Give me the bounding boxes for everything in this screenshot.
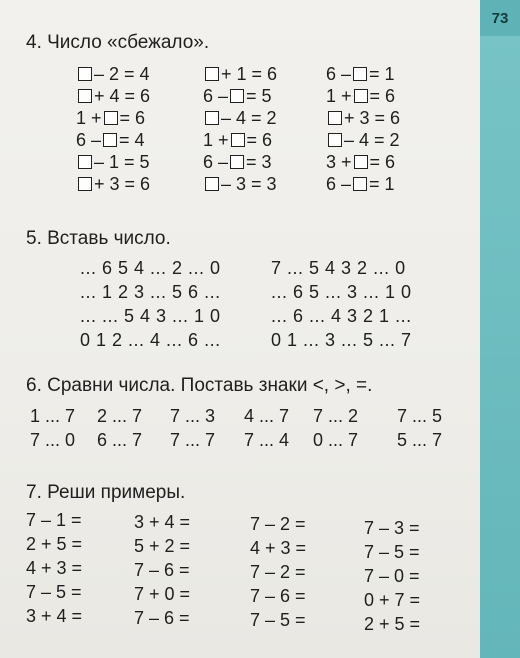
number-sequence: ... 1 2 3 ... 5 6 ...	[80, 282, 221, 302]
comparison-item: 6 ... 7	[97, 430, 143, 450]
arithmetic-example: 4 + 3 =	[250, 538, 307, 558]
equation-right-part: – 4 = 2	[344, 130, 400, 151]
answer-box[interactable]	[353, 177, 367, 191]
number-sequence: ... 6 5 4 ... 2 ... 0	[80, 258, 221, 278]
equation-right-part: = 6	[369, 152, 396, 173]
arithmetic-example: 3 + 4 =	[134, 512, 191, 532]
missing-number-equation	[203, 84, 272, 106]
number-sequence: ... 6 5 ... 3 ... 1 0	[271, 282, 412, 302]
equation-left-part: 6 –	[203, 86, 229, 107]
equation-right-part: + 3 = 6	[344, 108, 401, 129]
answer-box[interactable]	[104, 111, 118, 125]
answer-box[interactable]	[328, 111, 342, 125]
equation-left-part: 6 –	[76, 130, 102, 151]
missing-number-equation	[326, 62, 395, 84]
task5-title: 5. Вставь число.	[26, 228, 171, 249]
equation-left-part: 1 +	[203, 130, 229, 151]
comparison-item: 0 ... 7	[313, 430, 359, 450]
answer-box[interactable]	[353, 67, 367, 81]
missing-number-equation	[203, 150, 272, 172]
equation-right-part: = 6	[119, 108, 146, 129]
missing-number-equation	[76, 172, 150, 194]
equation-left-part: 6 –	[203, 152, 229, 173]
equation-right-part: = 1	[369, 174, 395, 195]
answer-box[interactable]	[78, 177, 92, 191]
comparison-item: 7 ... 0	[30, 430, 76, 450]
answer-box[interactable]	[205, 111, 219, 125]
equation-left-part: 1 +	[76, 108, 102, 129]
equation-left-part: 1 +	[326, 86, 352, 107]
equation-left-part: 6 –	[326, 174, 352, 195]
missing-number-equation	[76, 62, 150, 84]
answer-box[interactable]	[231, 133, 245, 147]
arithmetic-example: 3 + 4 =	[26, 606, 83, 626]
comparison-item: 1 ... 7	[30, 406, 76, 426]
missing-number-equation	[203, 106, 277, 128]
comparison-item: 7 ... 2	[313, 406, 359, 426]
missing-number-equation	[326, 150, 395, 172]
equation-right-part: + 3 = 6	[94, 174, 151, 195]
page-side-strip	[480, 0, 520, 658]
answer-box[interactable]	[230, 155, 244, 169]
missing-number-equation	[76, 150, 150, 172]
missing-number-equation	[203, 62, 277, 84]
missing-number-equation	[76, 84, 150, 106]
arithmetic-example: 5 + 2 =	[134, 536, 191, 556]
equation-right-part: = 3	[246, 152, 272, 173]
task6-title: 6. Сравни числа. Поставь знаки <, >, =.	[26, 375, 373, 396]
comparison-item: 4 ... 7	[244, 406, 290, 426]
answer-box[interactable]	[328, 133, 342, 147]
arithmetic-example: 7 + 0 =	[134, 584, 191, 604]
arithmetic-example: 7 – 5 =	[26, 582, 82, 602]
equation-right-part: = 1	[369, 64, 395, 85]
arithmetic-example: 2 + 5 =	[26, 534, 83, 554]
arithmetic-example: 7 – 1 =	[26, 510, 82, 530]
equation-right-part: – 4 = 2	[221, 108, 277, 129]
number-sequence: 0 1 ... 3 ... 5 ... 7	[271, 330, 412, 350]
number-sequence: 7 ... 5 4 3 2 ... 0	[271, 258, 406, 278]
comparison-item: 5 ... 7	[397, 430, 443, 450]
equation-right-part: + 1 = 6	[221, 64, 278, 85]
missing-number-equation	[76, 106, 145, 128]
comparison-item: 2 ... 7	[97, 406, 143, 426]
arithmetic-example: 7 – 0 =	[364, 566, 420, 586]
answer-box[interactable]	[354, 89, 368, 103]
missing-number-equation	[326, 84, 395, 106]
arithmetic-example: 7 – 6 =	[134, 560, 190, 580]
equation-left-part: 3 +	[326, 152, 352, 173]
missing-number-equation	[326, 106, 400, 128]
arithmetic-example: 7 – 5 =	[250, 610, 306, 630]
equation-right-part: – 2 = 4	[94, 64, 150, 85]
page-number: 73	[480, 0, 520, 36]
arithmetic-example: 7 – 6 =	[250, 586, 306, 606]
answer-box[interactable]	[78, 67, 92, 81]
equation-right-part: = 4	[119, 130, 145, 151]
arithmetic-example: 2 + 5 =	[364, 614, 421, 634]
arithmetic-example: 7 – 6 =	[134, 608, 190, 628]
comparison-item: 7 ... 3	[170, 406, 216, 426]
arithmetic-example: 4 + 3 =	[26, 558, 83, 578]
equation-right-part: – 3 = 3	[221, 174, 277, 195]
task7-title: 7. Реши примеры.	[26, 482, 186, 503]
number-sequence: 0 1 2 ... 4 ... 6 ...	[80, 330, 221, 350]
comparison-item: 7 ... 4	[244, 430, 290, 450]
answer-box[interactable]	[205, 67, 219, 81]
answer-box[interactable]	[103, 133, 117, 147]
arithmetic-example: 7 – 3 =	[364, 518, 420, 538]
answer-box[interactable]	[230, 89, 244, 103]
comparison-item: 7 ... 7	[170, 430, 216, 450]
answer-box[interactable]	[354, 155, 368, 169]
answer-box[interactable]	[205, 177, 219, 191]
missing-number-equation	[203, 128, 272, 150]
answer-box[interactable]	[78, 89, 92, 103]
comparison-item: 7 ... 5	[397, 406, 443, 426]
number-sequence: ... 6 ... 4 3 2 1 ...	[271, 306, 412, 326]
missing-number-equation	[326, 172, 395, 194]
missing-number-equation	[203, 172, 277, 194]
equation-right-part: = 6	[369, 86, 396, 107]
task4-title: 4. Число «сбежало».	[26, 32, 210, 53]
arithmetic-example: 7 – 2 =	[250, 562, 306, 582]
arithmetic-example: 0 + 7 =	[364, 590, 421, 610]
equation-right-part: – 1 = 5	[94, 152, 150, 173]
equation-right-part: + 4 = 6	[94, 86, 151, 107]
equation-right-part: = 6	[246, 130, 273, 151]
equation-left-part: 6 –	[326, 64, 352, 85]
equation-right-part: = 5	[246, 86, 272, 107]
answer-box[interactable]	[78, 155, 92, 169]
missing-number-equation	[76, 128, 145, 150]
arithmetic-example: 7 – 5 =	[364, 542, 420, 562]
arithmetic-example: 7 – 2 =	[250, 514, 306, 534]
missing-number-equation	[326, 128, 400, 150]
number-sequence: ... ... 5 4 3 ... 1 0	[80, 306, 221, 326]
